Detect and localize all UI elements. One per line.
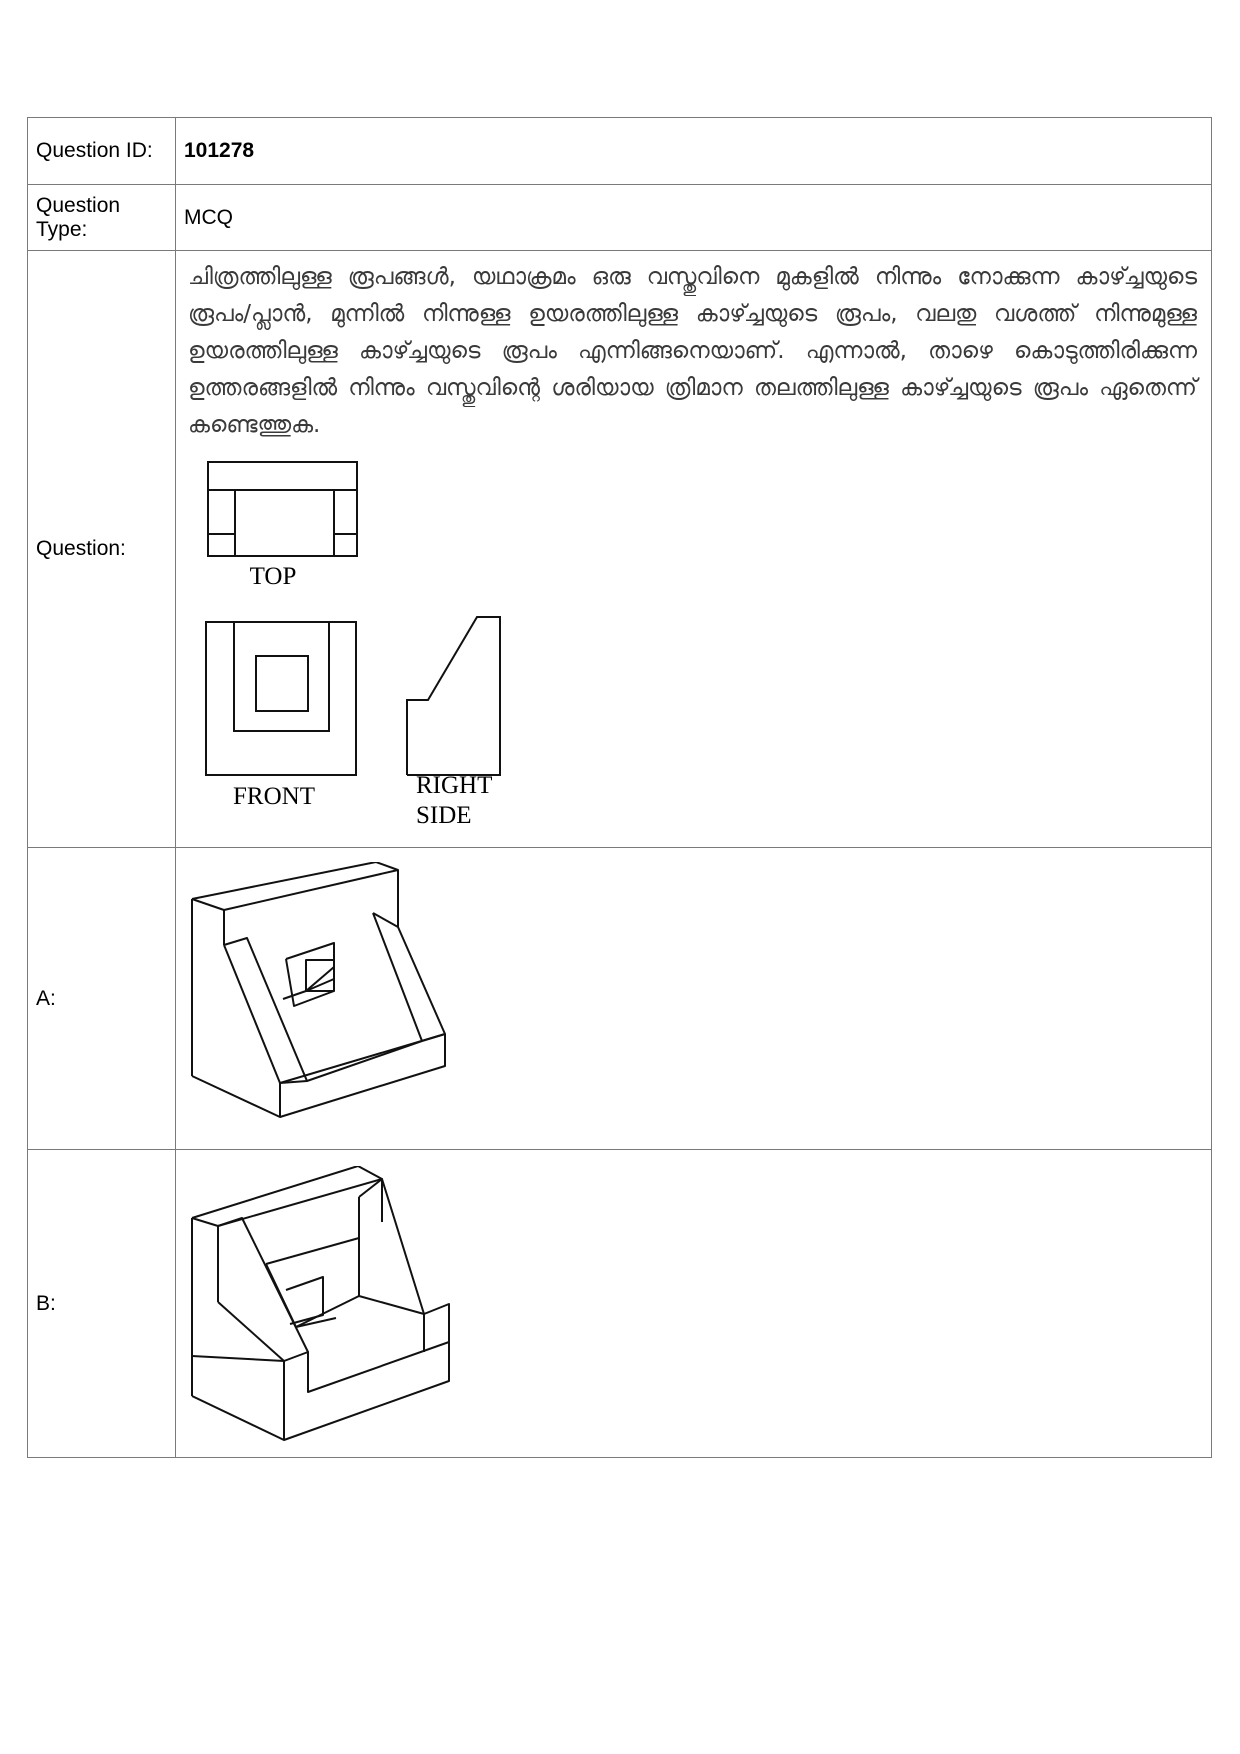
option-a-cell[interactable] bbox=[176, 848, 1212, 1150]
right-side-label-line1: RIGHT bbox=[416, 772, 493, 799]
question-type-value: MCQ bbox=[176, 185, 1212, 251]
option-b-isometric-drawing bbox=[188, 1166, 468, 1456]
question-type-label: Question Type: bbox=[28, 185, 176, 251]
option-b-row bbox=[28, 1150, 1212, 1458]
top-view-drawing bbox=[208, 462, 357, 556]
option-b-cell[interactable] bbox=[176, 1150, 1212, 1458]
question-text: ചിത്രത്തിലുള്ള രൂപങ്ങൾ, യഥാക്രമം ഒരു വസ്തുവിനെ മുകളിൽ നിന്നും നോക്കുന്ന കാഴ്ച്ചയുടെ രൂപം/പ്ലാൻ, മുന്നിൽ നിന്നുള്ള ഉയരത്തിലുള്ള കാഴ്ച്ചയുടെ രൂപം, വലതു വശത്ത് നിന്നുമുള്ള ഉയരത്തിലുള്ള കാഴ്ച്ചയുടെ രൂപം എന്നിങ്ങനെയാണ്. എന്നാൽ, താഴെ കൊടുത്തിരിക്കുന്ന ഉത്തരങ്ങളിൽ നിന്നും വസ്തുവിന്റെ ശരിയായ ത്രിമാന തലത്തിലുള്ള കാഴ്ച്ചയുടെ രൂപം ഏതെന്ന് കണ്ടെത്തുക. bbox=[188, 264, 1197, 438]
question-row bbox=[28, 251, 1212, 848]
option-b-label: B: bbox=[28, 1150, 176, 1458]
question-type-row bbox=[28, 185, 1212, 251]
question-id-row bbox=[28, 118, 1212, 185]
top-view-label: TOP bbox=[249, 563, 297, 590]
question-label: Question: bbox=[28, 251, 176, 848]
orthographic-views-figure bbox=[188, 450, 518, 830]
right-side-label-line2: SIDE bbox=[416, 802, 472, 829]
question-body bbox=[176, 251, 1212, 848]
question-id-label: Question ID: bbox=[28, 118, 176, 185]
option-a-label: A: bbox=[28, 848, 176, 1150]
option-a-isometric-drawing bbox=[188, 862, 458, 1142]
front-view-drawing bbox=[206, 622, 356, 775]
right-side-view-drawing bbox=[407, 617, 500, 775]
option-a-row bbox=[28, 848, 1212, 1150]
front-view-label: FRONT bbox=[233, 783, 315, 810]
question-table bbox=[27, 117, 1212, 1458]
question-id-value: 101278 bbox=[176, 118, 1212, 185]
